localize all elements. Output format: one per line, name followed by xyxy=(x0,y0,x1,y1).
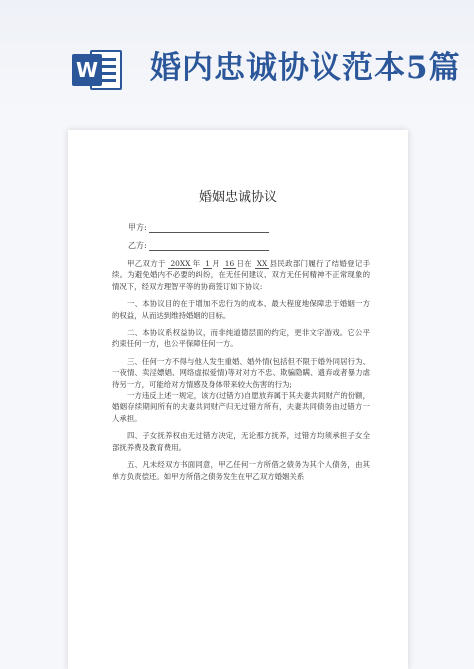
banner-title: 婚内忠诚协议范本5篇 xyxy=(150,50,461,86)
marriage-day: 16 xyxy=(224,259,235,268)
document-body xyxy=(112,258,370,482)
intro-text: 甲乙双方于 xyxy=(127,259,166,268)
intro-text: 年 xyxy=(192,259,201,268)
marriage-month: 1 xyxy=(205,259,210,268)
party-a-blank xyxy=(149,223,269,233)
banner xyxy=(0,0,474,112)
word-document-icon xyxy=(72,44,124,96)
intro-text: 月 xyxy=(211,259,221,268)
party-a-label: 甲方: xyxy=(128,223,147,232)
party-b-blank xyxy=(149,241,269,251)
document-page xyxy=(68,130,408,669)
clause-paragraph: 一、本协议目的在于增加不忠行为的成本、最大程度地保障忠于婚姻一方的权益，从而达到维持婚姻的目标。 xyxy=(112,299,370,320)
marriage-year: 20XX xyxy=(170,259,191,268)
word-badge: W xyxy=(72,54,102,86)
party-b-label: 乙方: xyxy=(128,241,147,250)
intro-text: 县民政部门履行了结婚登记手续。为避免婚内不必要的纠纷，在无任何建议、双方无任何精神不正常现象的情况下，经双方理智平等的协商签订如下协议: xyxy=(112,259,370,291)
party-b-field xyxy=(128,240,269,251)
party-a-field xyxy=(128,222,269,233)
intro-text: 日在 xyxy=(236,259,253,268)
clause-paragraph: 二、本协议系权益协议，而非纯道德层面的约定，更非文字游戏。它公平约束任何一方，也公平保障任何一方。 xyxy=(112,328,370,349)
clause-paragraph: 三、任何一方不得与他人发生重婚、婚外情(包括但不限于婚外同居行为、一夜情、卖淫嫖娼、网络虚拟爱情)等对对方不忠、欺骗隐瞒、遗弃或者暴力虐待另一方，可能给对方情感及身体带来较大伤害的行为; xyxy=(112,356,370,389)
clause-paragraph: 五、凡未经双方书面同意，甲乙任何一方所借之债务为其个人债务，由其单方负责偿还。如甲方所借之债务发生在甲乙双方婚姻关系 xyxy=(112,460,370,481)
document-title: 婚姻忠诚协议 xyxy=(198,190,277,205)
clause-paragraph: 四、子女抚养权由无过错方决定，无论那方抚养，过错方均须承担子女全部抚养费及教育费用。 xyxy=(112,431,370,452)
clause-paragraph: 一方违反上述一规定，该方(过错方)自愿放弃属于其夫妻共同财产的份额，婚姻存续期间所有的夫妻共同财产归无过错方所有，夫妻共同债务由过错方一人承担。 xyxy=(112,391,370,423)
marriage-county: XX xyxy=(256,259,268,268)
marriage-intro-paragraph xyxy=(112,258,370,292)
